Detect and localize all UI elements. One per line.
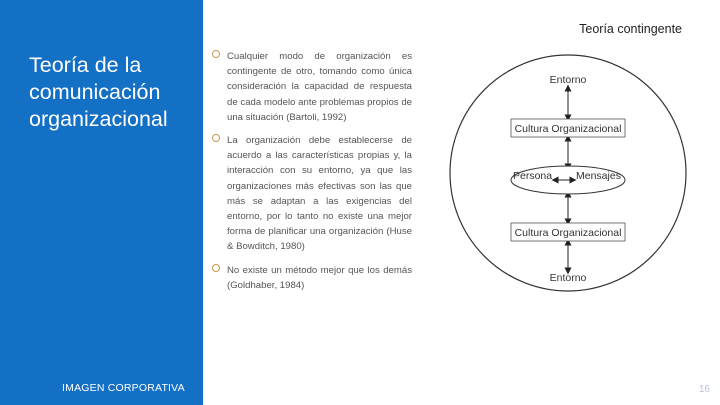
- bullet-circle-icon: [212, 134, 220, 142]
- bullet-text: No existe un método mejor que los demás (Goldhaber, 1984): [227, 264, 412, 291]
- page-number: 16: [698, 384, 710, 395]
- bullet-circle-icon: [212, 264, 220, 272]
- corporate-footer-label: IMAGEN CORPORATIVA: [62, 382, 185, 394]
- bullet-item: [212, 133, 412, 255]
- entorno-top-label: Entorno: [549, 74, 587, 86]
- bullet-list: [212, 49, 412, 301]
- section-title: Teoría contingente: [579, 22, 682, 36]
- persona-label: Persona: [513, 170, 553, 182]
- bullet-circle-icon: [212, 50, 220, 58]
- bullet-text: La organización debe establecerse de acuerdo a las características propias y, la interacción con su entorno, ya que las organizaciones más efectivas son las que más se adaptan a las exigencias del entorno, por lo tanto no existe una mejor forma de planificar una organización (Huse & Bowditch, 1980): [227, 135, 412, 253]
- bullet-item: [212, 263, 412, 293]
- mensajes-label: Mensajes: [576, 170, 621, 182]
- cultura-bottom-label: Cultura Organizacional: [514, 227, 622, 239]
- slide-title: Teoría de la comunicación organizacional: [29, 53, 168, 131]
- bullet-text: Cualquier modo de organización es contingente de otro, tomando como única consideración la capacidad de respuesta de cada modelo ante problemas propios de una situación (Bartoli, 1992): [227, 51, 412, 123]
- contingency-diagram: [440, 40, 700, 305]
- sidebar-panel: [0, 0, 203, 405]
- cultura-top-label: Cultura Organizacional: [514, 123, 622, 135]
- bullet-item: [212, 49, 412, 125]
- entorno-bottom-label: Entorno: [549, 272, 587, 284]
